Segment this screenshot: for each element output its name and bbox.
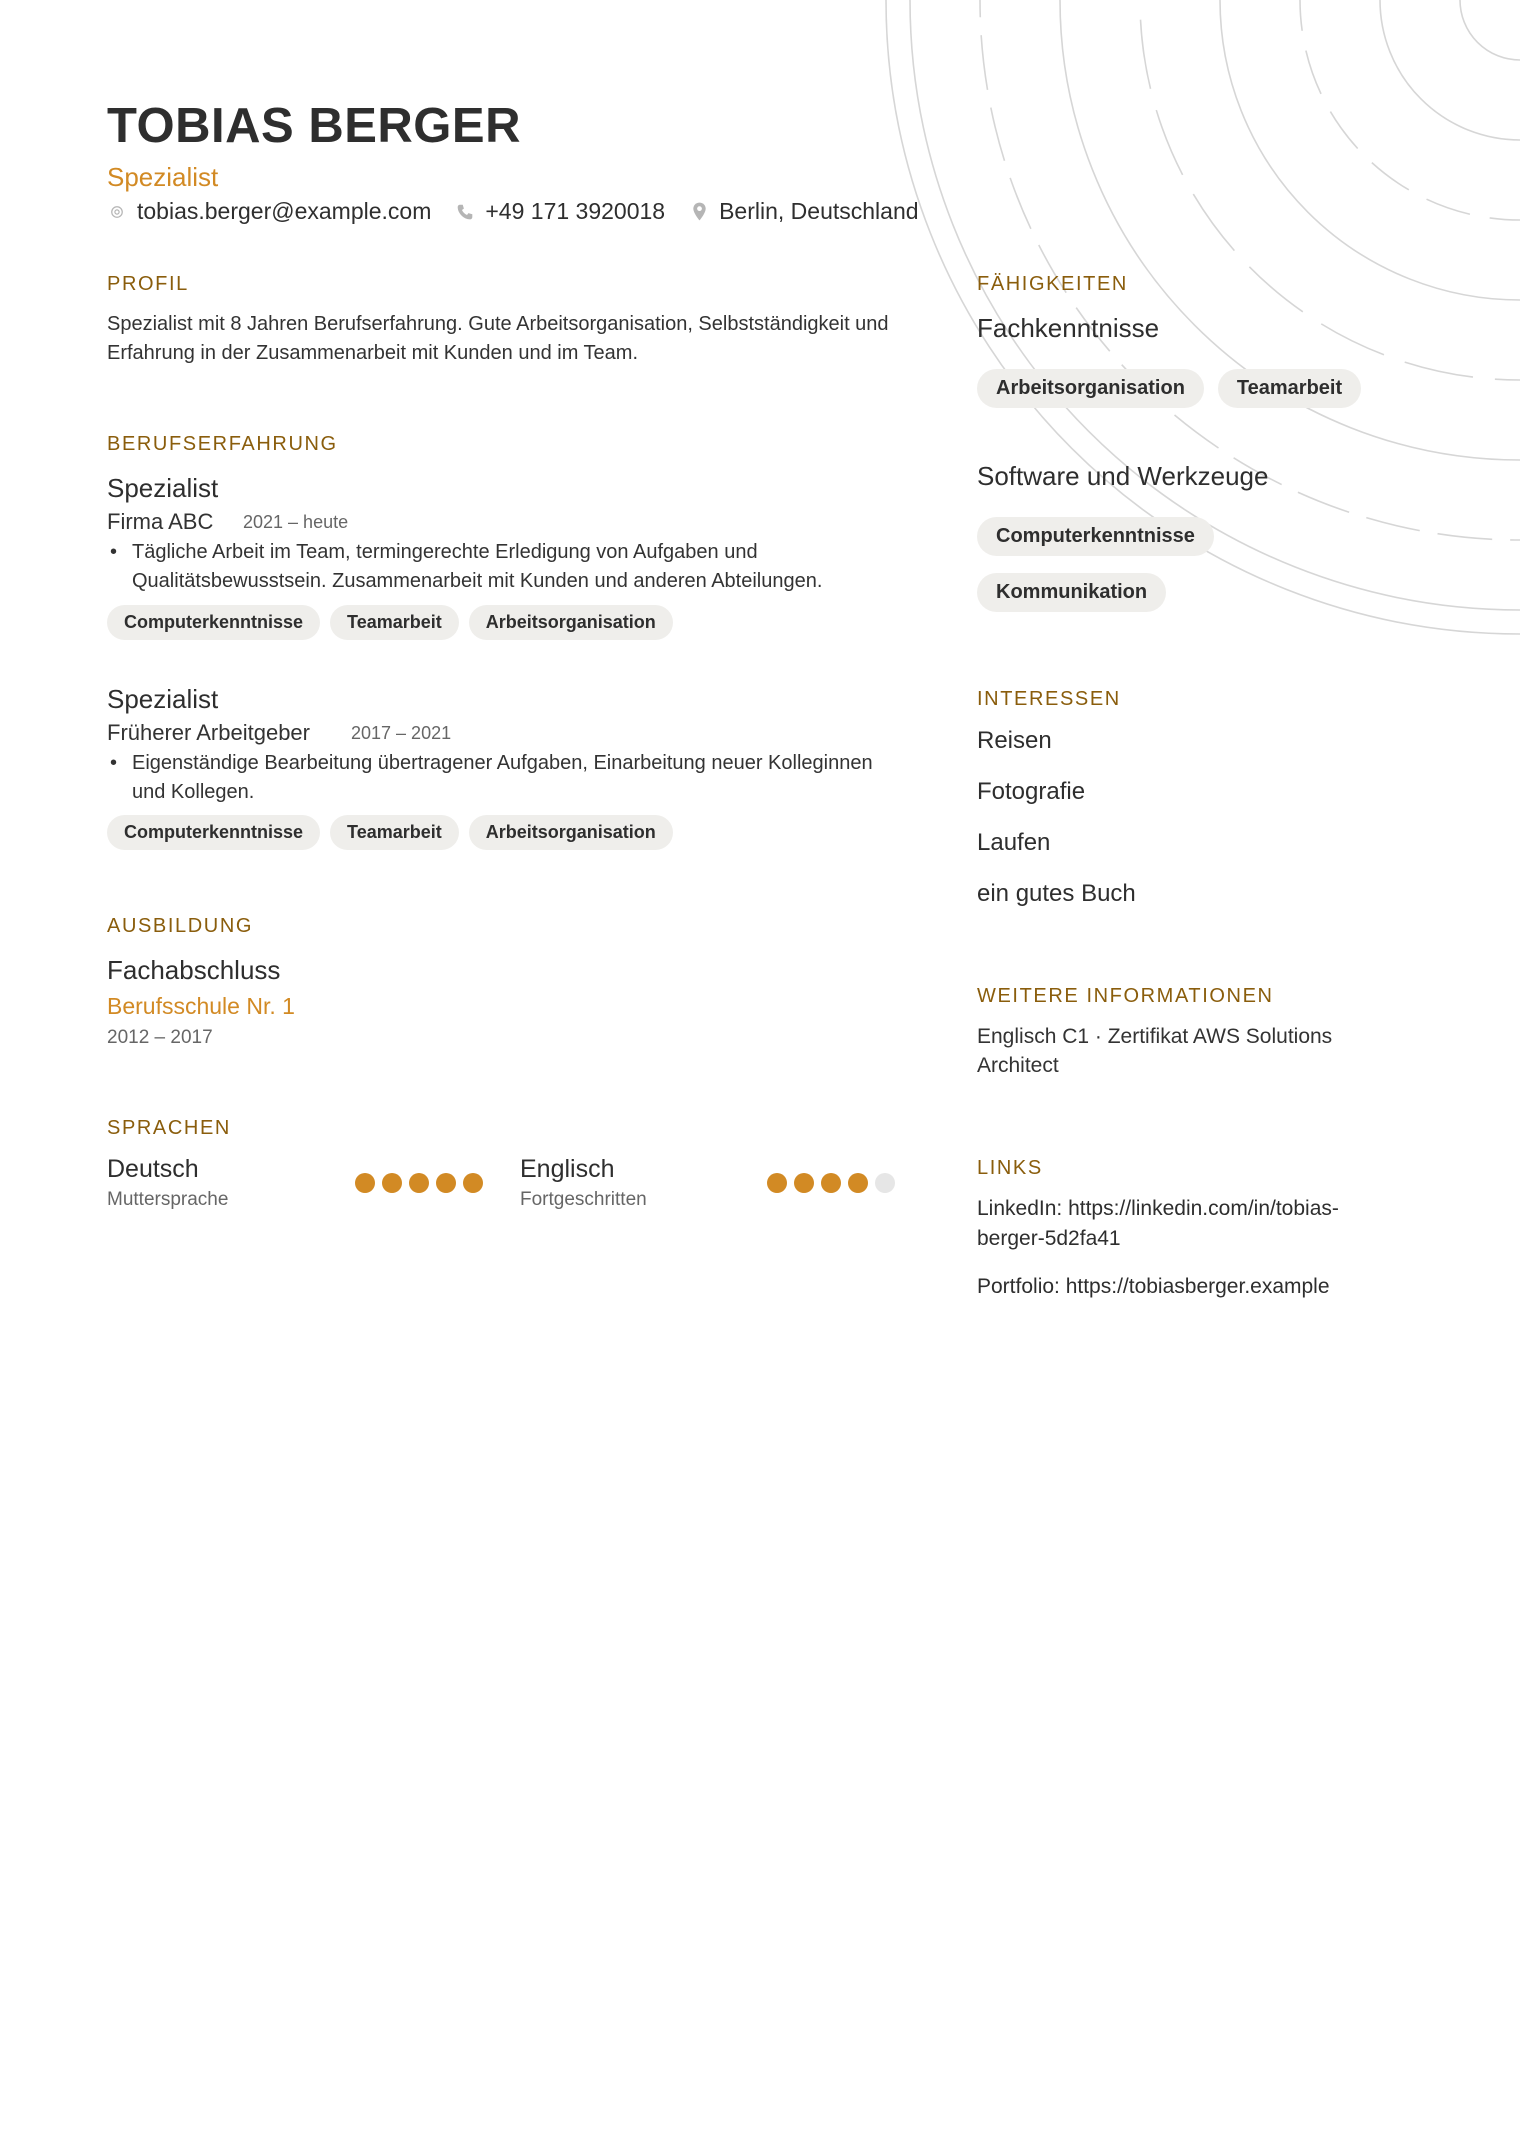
rating-dot-filled	[409, 1173, 429, 1193]
location-contact	[689, 198, 918, 225]
job-company: Früherer Arbeitgeber	[107, 720, 310, 745]
language-rating	[767, 1173, 902, 1193]
skill-group-tags	[977, 573, 1180, 612]
job-tags	[107, 605, 683, 640]
more-info-heading: WEITERE INFORMATIONEN	[977, 985, 1274, 1007]
language-name: Englisch	[520, 1155, 615, 1183]
education-degree: Fachabschluss	[107, 955, 281, 985]
email-contact[interactable]	[107, 198, 431, 225]
language-level: Fortgeschritten	[520, 1189, 647, 1210]
education-heading: AUSBILDUNG	[107, 915, 254, 937]
location-pin-icon	[689, 202, 709, 221]
profile-heading: PROFIL	[107, 273, 189, 295]
skill-group-tags	[977, 369, 1375, 408]
languages-heading: SPRACHEN	[107, 1117, 231, 1139]
interest-item: Fotografie	[977, 778, 1086, 805]
job-role: Spezialist	[107, 684, 219, 714]
skill-tag: Computerkenntnisse	[107, 815, 320, 850]
education-period: 2012 – 2017	[107, 1027, 213, 1048]
skill-tag: Arbeitsorganisation	[469, 815, 673, 850]
job-role: Spezialist	[107, 473, 219, 503]
interests-heading: INTERESSEN	[977, 688, 1121, 710]
phone-icon	[455, 203, 475, 221]
skill-tag: Kommunikation	[977, 573, 1166, 612]
interest-item: ein gutes Buch	[977, 880, 1136, 907]
phone-contact[interactable]	[455, 198, 665, 225]
rating-dot-filled	[848, 1173, 868, 1193]
job-bullet: • Tägliche Arbeit im Team, termingerechte Erledigung von Aufgaben und Qualitätsbewusstsein. Zusammenarbeit mit Kunden und anderen Abteilungen.	[107, 538, 902, 596]
job-bullet: • Eigenständige Bearbeitung übertragener Aufgaben, Einarbeitung neuer Kolleginnen und Kollegen.	[107, 749, 902, 807]
language-rating	[355, 1173, 490, 1193]
profile-text: Spezialist mit 8 Jahren Berufserfahrung. Gute Arbeitsorganisation, Selbstständigkeit und Erfahrung in der Zusammenarbeit mit Kunden und im Team.	[107, 313, 889, 364]
job-period: 2017 – 2021	[351, 723, 452, 743]
linkedin-link[interactable]: LinkedIn: https://linkedin.com/in/tobias-berger-5d2fa41	[977, 1197, 1339, 1250]
rating-dot-filled	[463, 1173, 483, 1193]
skill-tag: Teamarbeit	[330, 605, 459, 640]
skill-tag: Arbeitsorganisation	[977, 369, 1204, 408]
education-school: Berufsschule Nr. 1	[107, 993, 295, 1019]
interest-item: Laufen	[977, 829, 1051, 856]
experience-heading: BERUFSERFAHRUNG	[107, 433, 338, 455]
language-name: Deutsch	[107, 1155, 199, 1183]
skill-group-title: Software und Werkzeuge	[977, 461, 1269, 491]
phone-text: +49 171 3920018	[485, 198, 666, 224]
rating-dot-filled	[355, 1173, 375, 1193]
skill-tag: Teamarbeit	[1218, 369, 1361, 408]
skills-heading: FÄHIGKEITEN	[977, 273, 1128, 295]
rating-dot-filled	[767, 1173, 787, 1193]
at-icon	[107, 205, 127, 219]
skill-group-title: Fachkenntnisse	[977, 313, 1160, 343]
job-company: Firma ABC	[107, 509, 214, 534]
interest-item: Reisen	[977, 727, 1052, 754]
skill-tag: Teamarbeit	[330, 815, 459, 850]
rating-dot-filled	[436, 1173, 456, 1193]
skill-group-tags	[977, 517, 1228, 556]
links-heading: LINKS	[977, 1157, 1043, 1179]
candidate-name: TOBIAS BERGER	[107, 99, 521, 153]
location-text: Berlin, Deutschland	[719, 198, 919, 224]
language-level: Muttersprache	[107, 1189, 229, 1210]
rating-dot-filled	[821, 1173, 841, 1193]
rating-dot-filled	[382, 1173, 402, 1193]
rating-dot-empty	[875, 1173, 895, 1193]
skill-tag: Arbeitsorganisation	[469, 605, 673, 640]
skill-tag: Computerkenntnisse	[107, 605, 320, 640]
rating-dot-filled	[794, 1173, 814, 1193]
skill-tag: Computerkenntnisse	[977, 517, 1214, 556]
job-period: 2021 – heute	[243, 512, 349, 532]
portfolio-link[interactable]: Portfolio: https://tobiasberger.example	[977, 1275, 1330, 1298]
email-text: tobias.berger@example.com	[137, 198, 432, 224]
candidate-title: Spezialist	[107, 162, 219, 192]
more-info-text: Englisch C1 · Zertifikat AWS Solutions Architect	[977, 1025, 1333, 1077]
job-tags	[107, 815, 683, 850]
contact-bar	[107, 198, 943, 225]
